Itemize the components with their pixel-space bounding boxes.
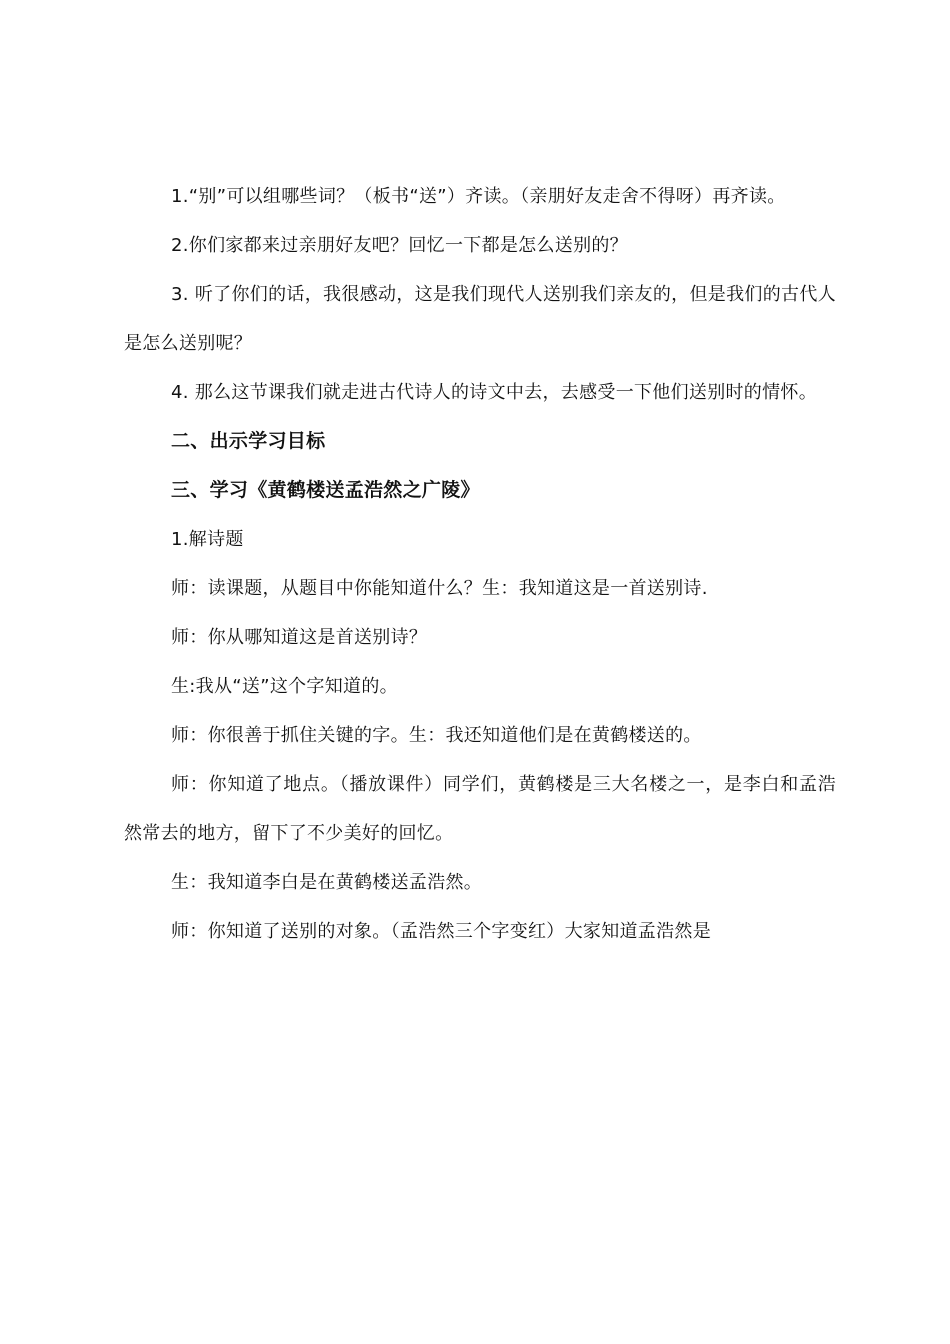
- paragraph-recall-farewell: 2.你们家都来过亲朋好友吧？回忆一下都是怎么送别的？: [171, 235, 628, 256]
- section-heading-poem-study: 三、学习《黄鹤楼送孟浩然之广陵》: [171, 479, 480, 501]
- section-heading-learning-goals: 二、出示学习目标: [171, 430, 326, 452]
- dialogue-line-6: 生：我知道李白是在黄鹤楼送孟浩然。: [171, 872, 483, 893]
- dialogue-line-7: 师：你知道了送别的对象。（孟浩然三个字变红）大家知道孟浩然是: [171, 921, 711, 942]
- dialogue-line-4: 师：你很善于抓住关键的字。生：我还知道他们是在黄鹤楼送的。: [171, 725, 702, 746]
- document-body: [124, 172, 836, 956]
- dialogue-line-2: 师：你从哪知道这是首送别诗？: [171, 627, 428, 648]
- dialogue-line-3: 生:我从“送”这个字知道的。: [171, 676, 398, 697]
- paragraph-modern-vs-ancient: 3. 听了你们的话，我很感动，这是我们现代人送别我们亲友的，但是我们的古代人是怎么送别呢？: [124, 284, 836, 354]
- paragraph-enter-poetry: 4. 那么这节课我们就走进古代诗人的诗文中去，去感受一下他们送别时的情怀。: [171, 382, 817, 403]
- paragraph-word-formation: 1.“别”可以组哪些词？（板书“送”）齐读。（亲朋好友走舍不得呀）再齐读。: [171, 186, 786, 207]
- subheading-explain-title: 1.解诗题: [171, 529, 244, 550]
- dialogue-line-1: 师：读课题，从题目中你能知道什么？生：我知道这是一首送别诗.: [171, 578, 708, 599]
- dialogue-line-5: 师：你知道了地点。（播放课件）同学们，黄鹤楼是三大名楼之一，是李白和孟浩然常去的地方，留下了不少美好的回忆。: [124, 774, 836, 844]
